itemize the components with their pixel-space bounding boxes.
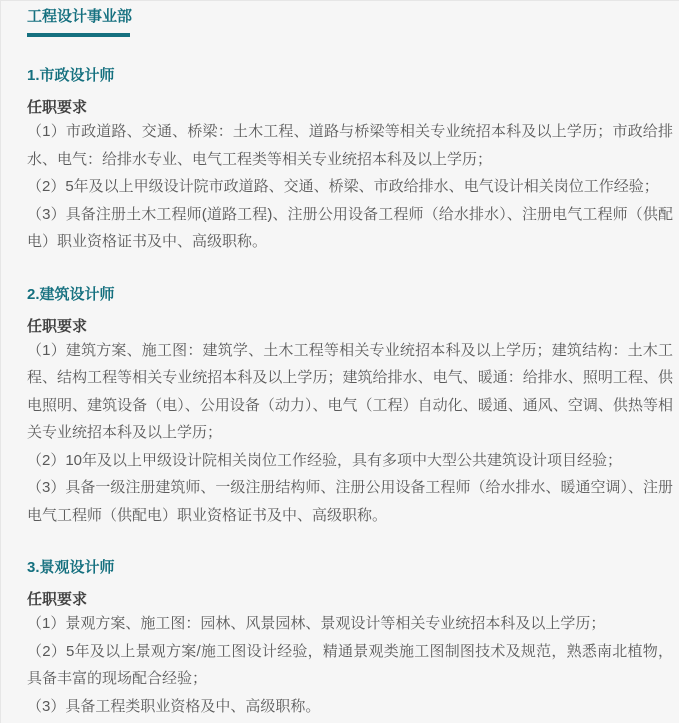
requirements-label: 任职要求 [27, 99, 88, 116]
section-heading: 1.市政设计师 [27, 67, 115, 84]
page-title: 工程设计事业部 [27, 8, 133, 25]
section-landscape-designer [27, 558, 673, 720]
title-underline [27, 33, 130, 37]
requirement-item: （1）景观方案、施工图：园林、风景园林、景观设计等相关专业统招本科及以上学历； [27, 615, 606, 632]
section-heading: 2.建筑设计师 [27, 285, 115, 303]
requirement-item: （3）具备工程类职业资格及中、高级职称。 [27, 697, 321, 715]
requirement-item: （1）建筑方案、施工图：建筑学、土木工程等相关专业统招本科及以上学历；建筑结构：土木工程、结构工程等相关专业统招本科及以上学历；建筑给排水、电气、暖通：给排水、照明工程、供电照明、建筑设备（电）、公用设备（动力）、电气（工程）自动化、暖通、通风、空调、供热等相关专业统招本科及以上学历； [27, 341, 673, 441]
requirement-item: （2）10年及以上甲级设计院相关岗位工作经验，具有多项中大型公共建筑设计项目经验； [27, 451, 623, 469]
requirements-label: 任职要求 [27, 591, 88, 608]
section-architectural-designer [27, 285, 673, 530]
requirement-item: （2）5年及以上甲级设计院市政道路、交通、桥梁、市政给排水、电气设计相关岗位工作经验； [27, 178, 659, 195]
requirement-item: （3）具备一级注册建筑师、一级注册结构师、注册公用设备工程师（给水排水、暖通空调）、注册电气工程师（供配电）职业资格证书及中、高级职称。 [27, 479, 673, 524]
section-municipal-designer [27, 66, 673, 256]
requirements-label: 任职要求 [27, 317, 88, 335]
requirement-item: （3）具备注册土木工程师(道路工程)、注册公用设备工程师（给水排水）、注册电气工程师（供配电）职业资格证书及中、高级职称。 [27, 205, 673, 250]
requirement-item: （2）5年及以上景观方案/施工图设计经验，精通景观类施工图制图技术及规范，熟悉南北植物，具备丰富的现场配合经验； [27, 642, 673, 687]
section-heading: 3.景观设计师 [27, 559, 115, 576]
requirement-item: （1）市政道路、交通、桥梁：土木工程、道路与桥梁等相关专业统招本科及以上学历；市政给排水、电气：给排水专业、电气工程类等相关专业统招本科及以上学历； [27, 123, 673, 168]
